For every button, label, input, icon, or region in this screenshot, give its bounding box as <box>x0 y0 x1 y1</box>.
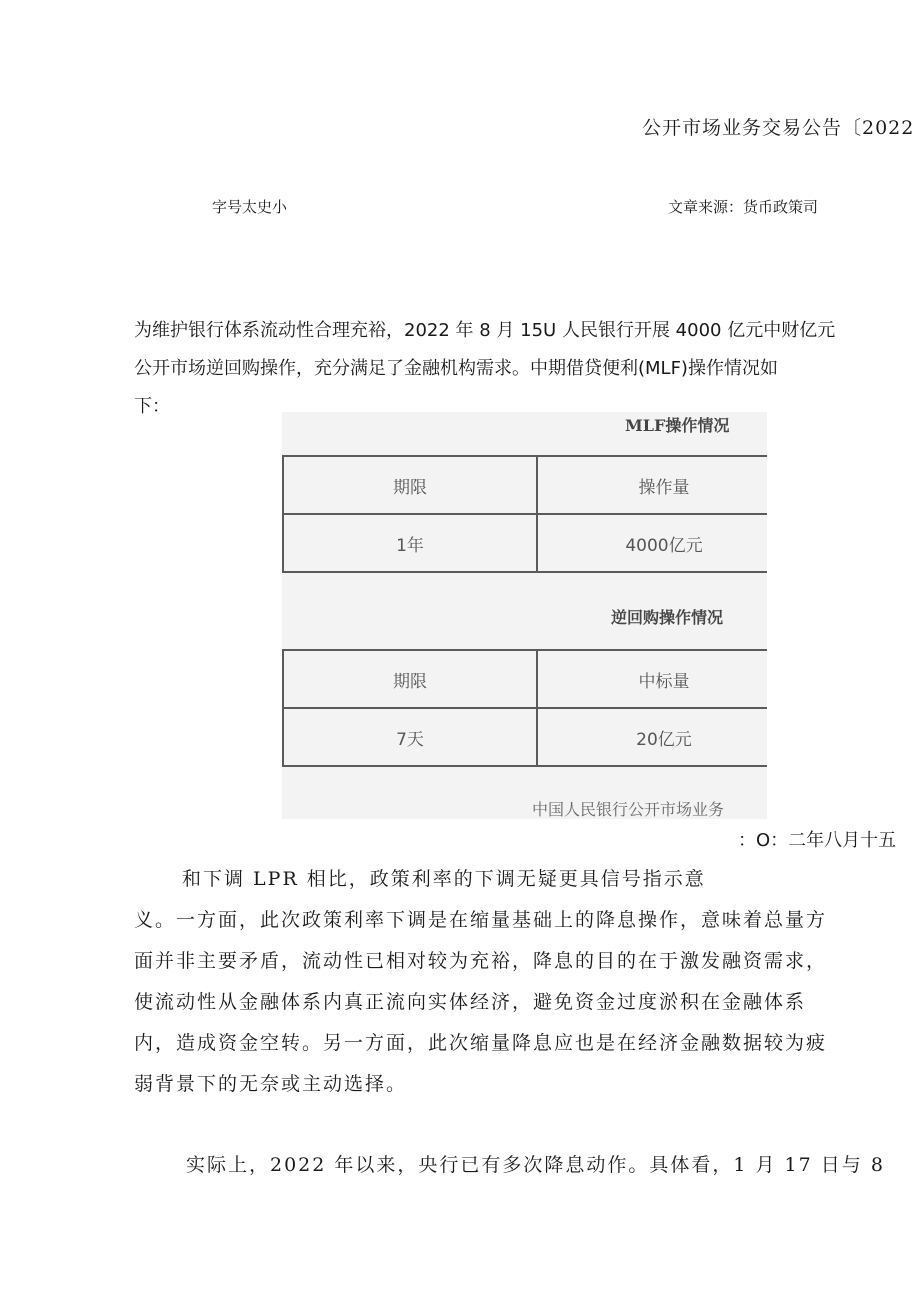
mlf-table <box>282 455 767 573</box>
analysis-line: 和下调 LPR 相比，政策利率的下调无疑更具信号指示意 <box>182 868 706 890</box>
table-header-row <box>283 650 767 708</box>
analysis-line: 使流动性从金融体系内真正流向实体经济，避免资金过度淤积在金融体系 <box>134 991 807 1013</box>
analysis-line: 义。一方面，此次政策利率下调是在缩量基础上的降息操作，意味着总量方 <box>134 909 828 931</box>
intro-line: 公开市场逆回购操作，充分满足了金融机构需求。中期借贷便利(MLF)操作情况如 <box>134 358 778 379</box>
table-header-row <box>283 456 767 514</box>
repo-heading: 逆回购操作情况 <box>611 608 724 627</box>
table-cell: 20亿元 <box>537 708 767 766</box>
analysis-line: 弱背景下的无奈或主动选择。 <box>134 1073 408 1095</box>
figure-footer: 中国人民银行公开市场业务 <box>532 800 725 819</box>
analysis-paragraph <box>134 859 914 1105</box>
operations-figure <box>282 412 767 819</box>
table-row <box>283 514 767 572</box>
table-header-cell: 操作量 <box>537 456 767 514</box>
table-header-cell: 期限 <box>283 456 537 514</box>
mlf-heading: MLF操作情况 <box>625 416 730 435</box>
table-cell: 4000亿元 <box>537 514 767 572</box>
intro-line: 为维护银行体系流动性合理充裕，2022 年 8 月 15U 人民银行开展 4000 亿元中财亿元 <box>134 320 836 341</box>
intro-line: 下： <box>134 396 170 417</box>
table-row <box>283 708 767 766</box>
font-size-label[interactable]: 字号太史小 <box>212 198 288 216</box>
analysis-line: 内，造成资金空转。另一方面，此次缩量降息应也是在经济金融数据较为疲 <box>134 1032 828 1054</box>
table-header-cell: 期限 <box>283 650 537 708</box>
article-source: 文章来源：货币政策司 <box>668 198 819 216</box>
table-cell: 7天 <box>283 708 537 766</box>
analysis-line: 面并非主要矛盾，流动性已相对较为充裕，降息的目的在于激发融资需求， <box>134 950 828 972</box>
repo-table <box>282 649 767 767</box>
table-header-cell: 中标量 <box>537 650 767 708</box>
table-cell: 1年 <box>283 514 537 572</box>
next-paragraph: 实际上，2022 年以来，央行已有多次降息动作。具体看，1 月 17 日与 8 <box>186 1154 885 1176</box>
intro-paragraph <box>134 312 914 426</box>
date-line: ：O：二年八月十五 <box>738 830 897 851</box>
announcement-title: 公开市场业务交易公告〔2022 <box>642 117 915 139</box>
